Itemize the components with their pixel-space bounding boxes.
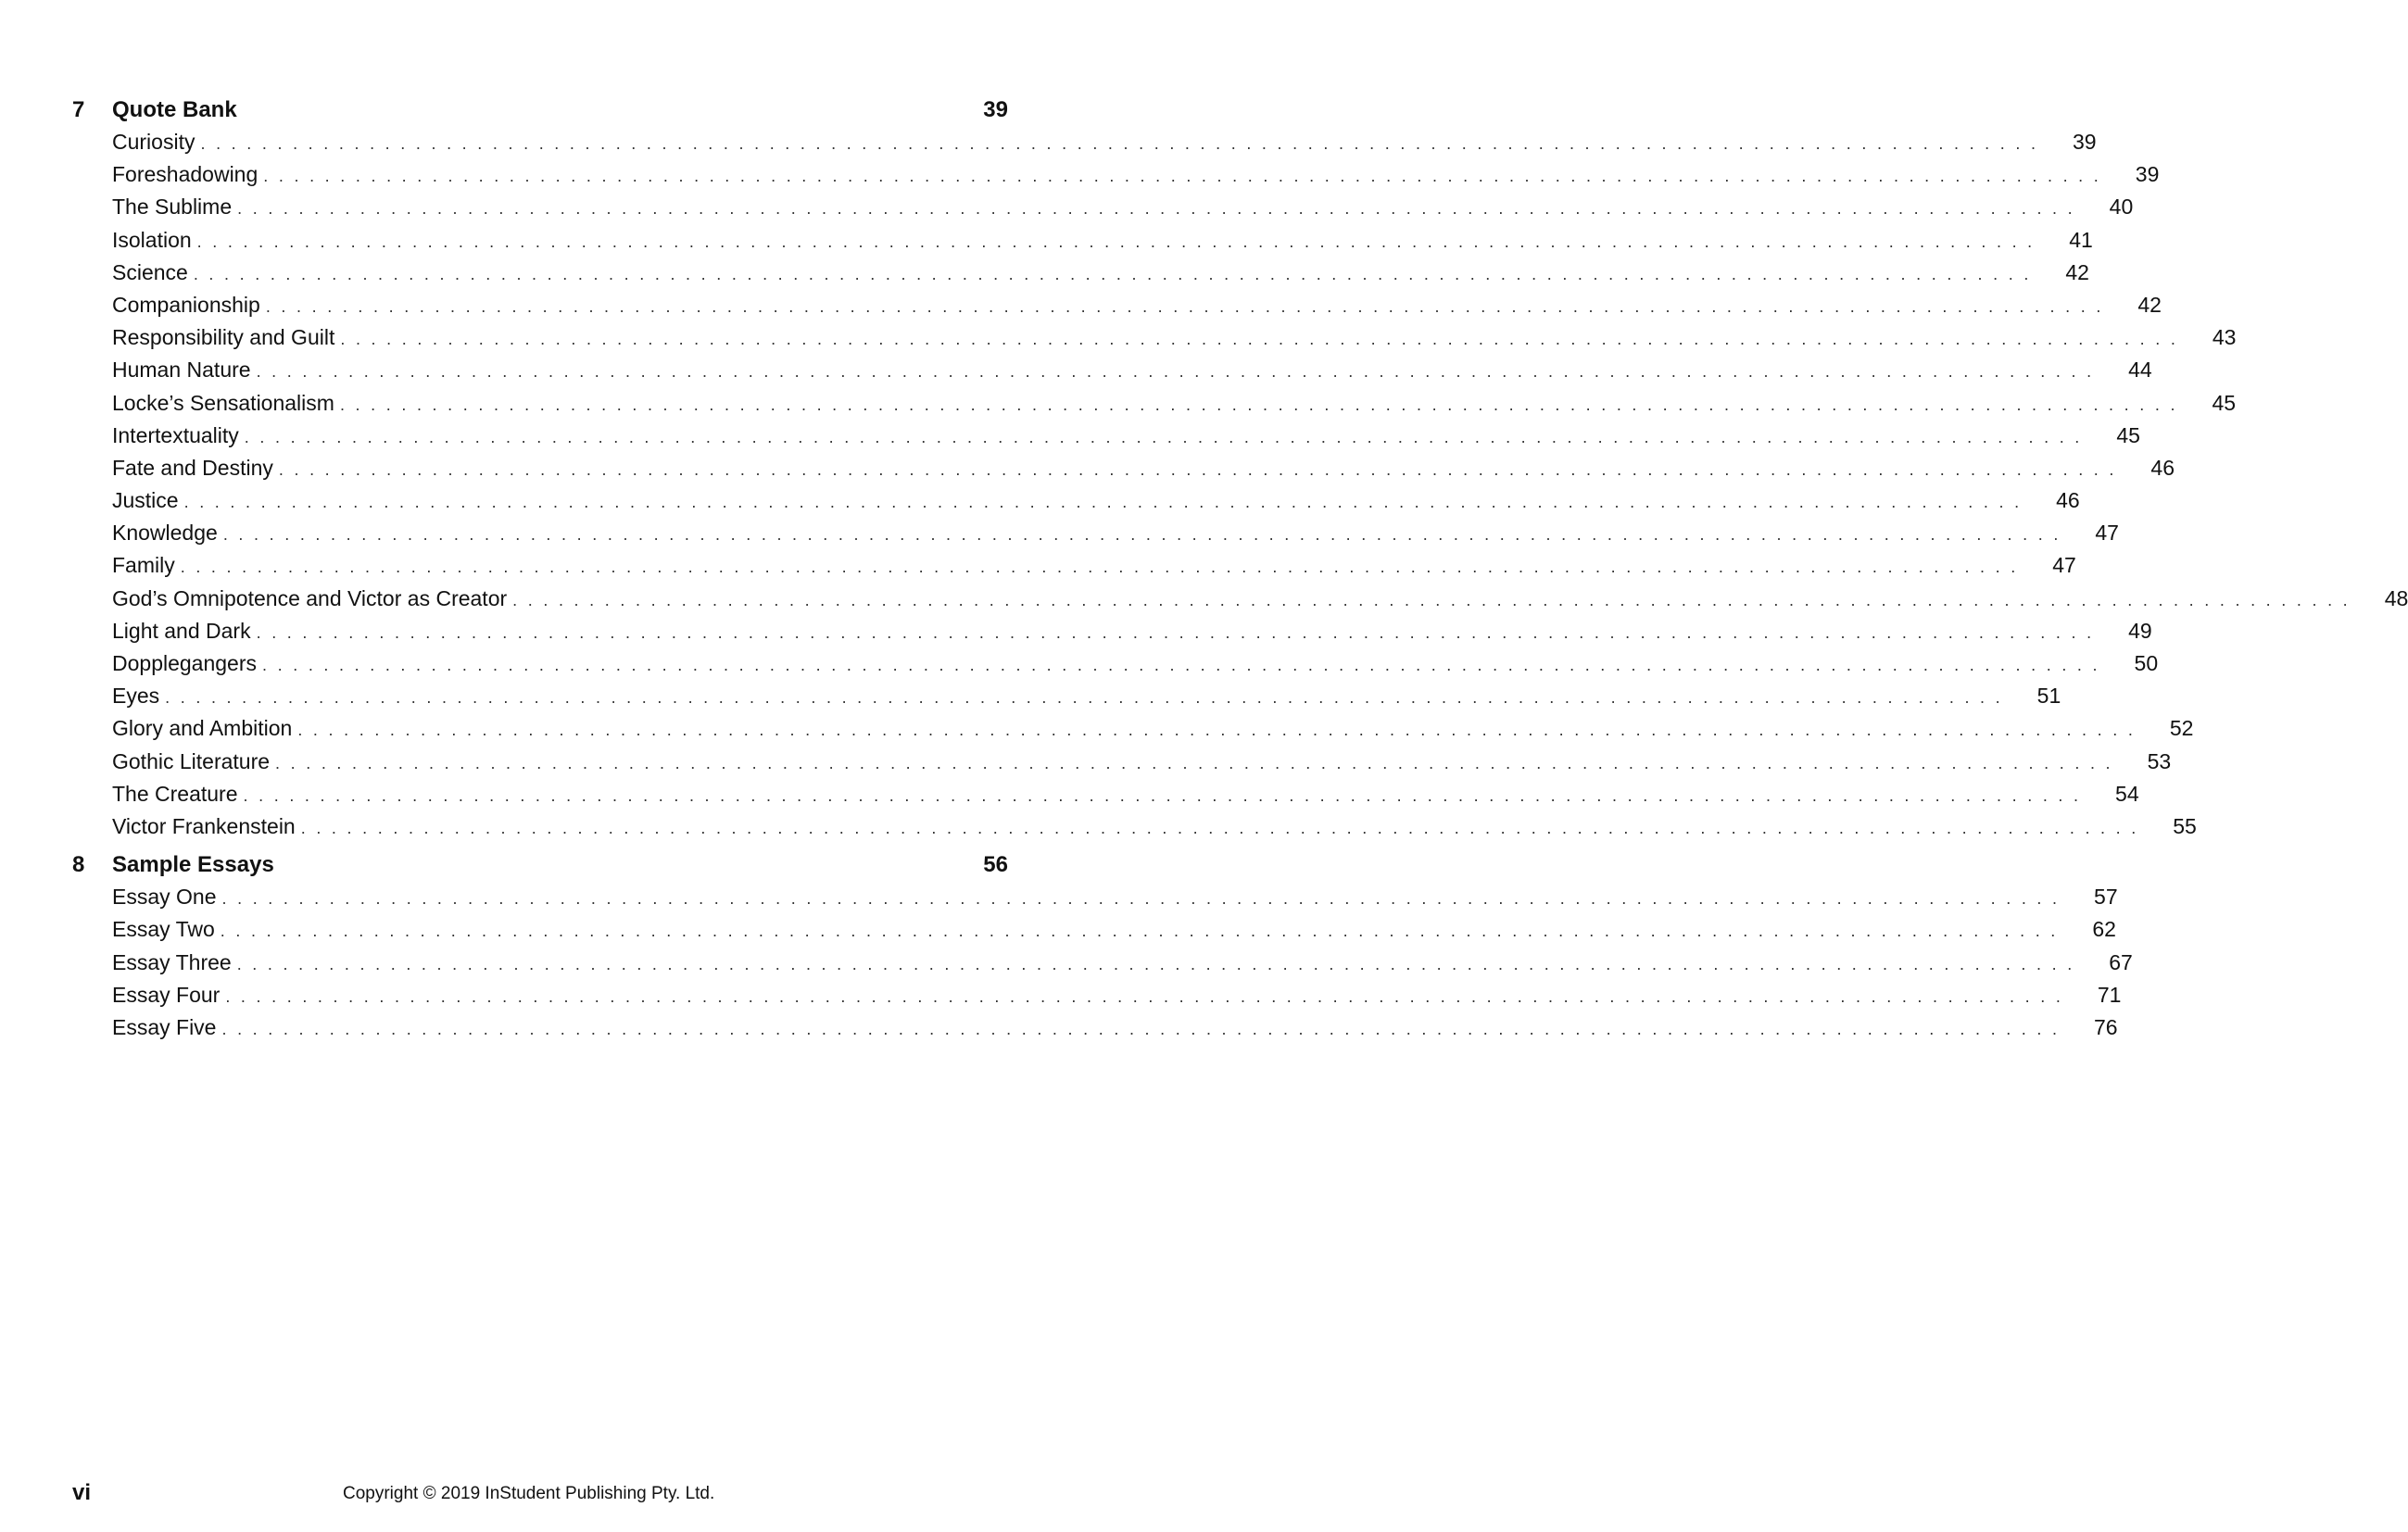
toc-entry[interactable] bbox=[72, 583, 2408, 615]
toc-entry-title: Gothic Literature bbox=[112, 748, 271, 773]
toc-entry-title: Glory and Ambition bbox=[112, 716, 293, 741]
dot-leader: ........................................................................................................................ bbox=[221, 889, 2068, 909]
dot-leader: ........................................................................................................................ bbox=[243, 785, 2089, 805]
table-of-contents bbox=[72, 94, 2408, 1044]
toc-entry-page-number: 40 bbox=[2109, 195, 2134, 220]
toc-entry-title: Locke’s Sensationalism bbox=[112, 390, 334, 415]
toc-entry-title: Science bbox=[112, 259, 188, 284]
toc-entry-title: Curiosity bbox=[112, 130, 195, 154]
dot-leader: ........................................................................................................................ bbox=[225, 986, 2072, 1006]
dot-leader: ........................................................................................................................ bbox=[165, 688, 2011, 708]
toc-entry-page-number: 62 bbox=[2092, 917, 2116, 942]
toc-entry-page-number: 52 bbox=[2169, 716, 2194, 741]
toc-entry-title: Essay Three bbox=[112, 949, 232, 974]
toc-entry-title: The Creature bbox=[112, 781, 238, 806]
toc-entry-page-number: 45 bbox=[2212, 390, 2237, 415]
toc-entry-page-number: 54 bbox=[2115, 781, 2139, 806]
toc-entry[interactable] bbox=[72, 746, 2172, 778]
toc-entry[interactable] bbox=[72, 979, 2122, 1011]
toc-chapter bbox=[72, 848, 2133, 1044]
dot-leader: ........................................................................................................................ bbox=[256, 362, 2102, 382]
toc-entry[interactable] bbox=[72, 289, 2162, 321]
dot-leader: ........................................................................................................................ bbox=[196, 232, 2043, 251]
dot-leader: ........................................................................................................................ bbox=[262, 656, 2109, 674]
toc-entry[interactable] bbox=[72, 712, 2194, 745]
toc-entry-page-number: 39 bbox=[2073, 130, 2097, 154]
toc-entry-title: Knowledge bbox=[112, 521, 218, 546]
dot-leader: ........................................................................................................................ bbox=[512, 590, 2359, 609]
toc-chapter bbox=[72, 94, 2408, 843]
toc-entry-title: Essay One bbox=[112, 885, 217, 910]
toc-entry-title: Eyes bbox=[112, 684, 160, 709]
toc-entry[interactable] bbox=[72, 191, 2134, 223]
dot-leader: ........................................................................................................................ bbox=[221, 1019, 2068, 1038]
toc-entry-title: Essay Four bbox=[112, 982, 221, 1007]
dot-leader: ........................................................................................................................ bbox=[275, 753, 2122, 772]
toc-entry-page-number: 47 bbox=[2052, 553, 2076, 578]
chapter-number: 8 bbox=[72, 852, 85, 878]
toc-entry[interactable] bbox=[72, 420, 2140, 452]
toc-entry[interactable] bbox=[72, 778, 2139, 810]
toc-entry-page-number: 48 bbox=[2384, 585, 2408, 610]
toc-entry-list bbox=[72, 881, 2133, 1044]
toc-entry-title: Foreshadowing bbox=[112, 162, 258, 187]
toc-entry-title: Human Nature bbox=[112, 358, 251, 383]
dot-leader: ........................................................................................................................ bbox=[193, 264, 2039, 283]
toc-chapter-heading[interactable] bbox=[72, 848, 1008, 881]
dot-leader: ........................................................................................................................ bbox=[297, 721, 2144, 740]
dot-leader: ........................................................................................................................ bbox=[263, 167, 2110, 186]
toc-entry[interactable] bbox=[72, 549, 2076, 582]
dot-leader: ........................................................................................................................ bbox=[222, 525, 2069, 545]
toc-entry-page-number: 51 bbox=[2036, 684, 2061, 709]
dot-leader: ........................................................................................................................ bbox=[236, 954, 2083, 973]
dot-leader: ........................................................................................................................ bbox=[256, 622, 2102, 642]
copyright-notice: Copyright © 2019 InStudent Publishing Pty. Ltd. bbox=[343, 1484, 715, 1503]
toc-entry-page-number: 41 bbox=[2069, 227, 2093, 252]
dot-leader: ........................................................................................................................ bbox=[183, 493, 2030, 512]
dot-leader: ........................................................................................................................ bbox=[220, 922, 2066, 941]
dot-leader: ........................................................................................................................ bbox=[278, 459, 2124, 479]
dot-leader: ........................................................................................................................ bbox=[244, 427, 2090, 446]
toc-entry[interactable] bbox=[72, 517, 2119, 549]
toc-entry-page-number: 50 bbox=[2134, 651, 2159, 675]
dot-leader: ........................................................................................................................ bbox=[180, 558, 2026, 577]
toc-entry[interactable] bbox=[72, 484, 2080, 517]
toc-entry-title: Victor Frankenstein bbox=[112, 813, 296, 838]
toc-entry-page-number: 57 bbox=[2094, 885, 2118, 910]
chapter-page-number: 56 bbox=[983, 852, 1008, 878]
toc-entry-title: Essay Two bbox=[112, 917, 215, 942]
toc-entry-list bbox=[72, 126, 2408, 843]
toc-entry-title: Light and Dark bbox=[112, 618, 251, 643]
toc-entry-title: God’s Omnipotence and Victor as Creator bbox=[112, 585, 508, 610]
toc-entry[interactable] bbox=[72, 387, 2237, 420]
toc-entry[interactable] bbox=[72, 913, 2116, 946]
toc-entry-page-number: 76 bbox=[2094, 1014, 2118, 1039]
toc-entry-title: Dopplegangers bbox=[112, 651, 258, 675]
toc-entry-title: Companionship bbox=[112, 292, 260, 317]
toc-entry-title: The Sublime bbox=[112, 195, 233, 220]
toc-entry-page-number: 47 bbox=[2095, 521, 2119, 546]
toc-entry-title: Fate and Destiny bbox=[112, 455, 273, 480]
toc-entry-page-number: 46 bbox=[2150, 455, 2175, 480]
dot-leader: ........................................................................................................................ bbox=[340, 330, 2187, 349]
toc-entry[interactable] bbox=[72, 1011, 2118, 1044]
toc-entry[interactable] bbox=[72, 126, 2097, 158]
toc-entry-title: Family bbox=[112, 553, 175, 578]
toc-entry[interactable] bbox=[72, 257, 2089, 289]
toc-entry-page-number: 53 bbox=[2147, 748, 2172, 773]
toc-entry[interactable] bbox=[72, 881, 2118, 913]
toc-entry-page-number: 42 bbox=[2065, 259, 2089, 284]
toc-entry-page-number: 71 bbox=[2097, 982, 2122, 1007]
chapter-title: Sample Essays bbox=[112, 852, 274, 878]
toc-entry[interactable] bbox=[72, 947, 2133, 979]
dot-leader: ........................................................................................................................ bbox=[237, 199, 2084, 219]
toc-entry[interactable] bbox=[72, 810, 2197, 843]
dot-leader: ........................................................................................................................ bbox=[300, 818, 2147, 837]
page-folio: vi bbox=[72, 1480, 92, 1505]
toc-entry-page-number: 44 bbox=[2128, 358, 2152, 383]
dot-leader: ........................................................................................................................ bbox=[265, 296, 2112, 316]
toc-entry-title: Essay Five bbox=[112, 1014, 217, 1039]
toc-entry-page-number: 39 bbox=[2135, 162, 2160, 187]
toc-entry[interactable] bbox=[72, 452, 2175, 484]
chapter-page-number: 39 bbox=[983, 97, 1008, 122]
toc-entry-page-number: 49 bbox=[2128, 618, 2152, 643]
toc-entry-page-number: 55 bbox=[2173, 813, 2197, 838]
toc-entry-page-number: 67 bbox=[2109, 949, 2133, 974]
toc-chapter-heading[interactable] bbox=[72, 94, 1008, 126]
toc-entry-page-number: 42 bbox=[2137, 292, 2162, 317]
toc-entry-title: Isolation bbox=[112, 227, 192, 252]
toc-entry-title: Intertextuality bbox=[112, 422, 239, 447]
page-footer bbox=[72, 1480, 1008, 1510]
toc-entry-page-number: 46 bbox=[2056, 488, 2080, 513]
chapter-number: 7 bbox=[72, 97, 85, 122]
toc-entry[interactable] bbox=[72, 224, 2093, 257]
toc-entry-page-number: 43 bbox=[2212, 325, 2237, 350]
toc-entry[interactable] bbox=[72, 647, 2159, 680]
toc-entry-title: Responsibility and Guilt bbox=[112, 325, 335, 350]
dot-leader: ........................................................................................................................ bbox=[200, 134, 2047, 153]
toc-entry[interactable] bbox=[72, 680, 2061, 712]
toc-entry-page-number: 45 bbox=[2116, 422, 2140, 447]
toc-entry[interactable] bbox=[72, 321, 2237, 354]
dot-leader: ........................................................................................................................ bbox=[339, 395, 2187, 414]
toc-entry[interactable] bbox=[72, 615, 2152, 647]
chapter-title: Quote Bank bbox=[112, 97, 237, 122]
toc-entry[interactable] bbox=[72, 354, 2152, 386]
toc-entry[interactable] bbox=[72, 158, 2160, 191]
toc-entry-title: Justice bbox=[112, 488, 179, 513]
